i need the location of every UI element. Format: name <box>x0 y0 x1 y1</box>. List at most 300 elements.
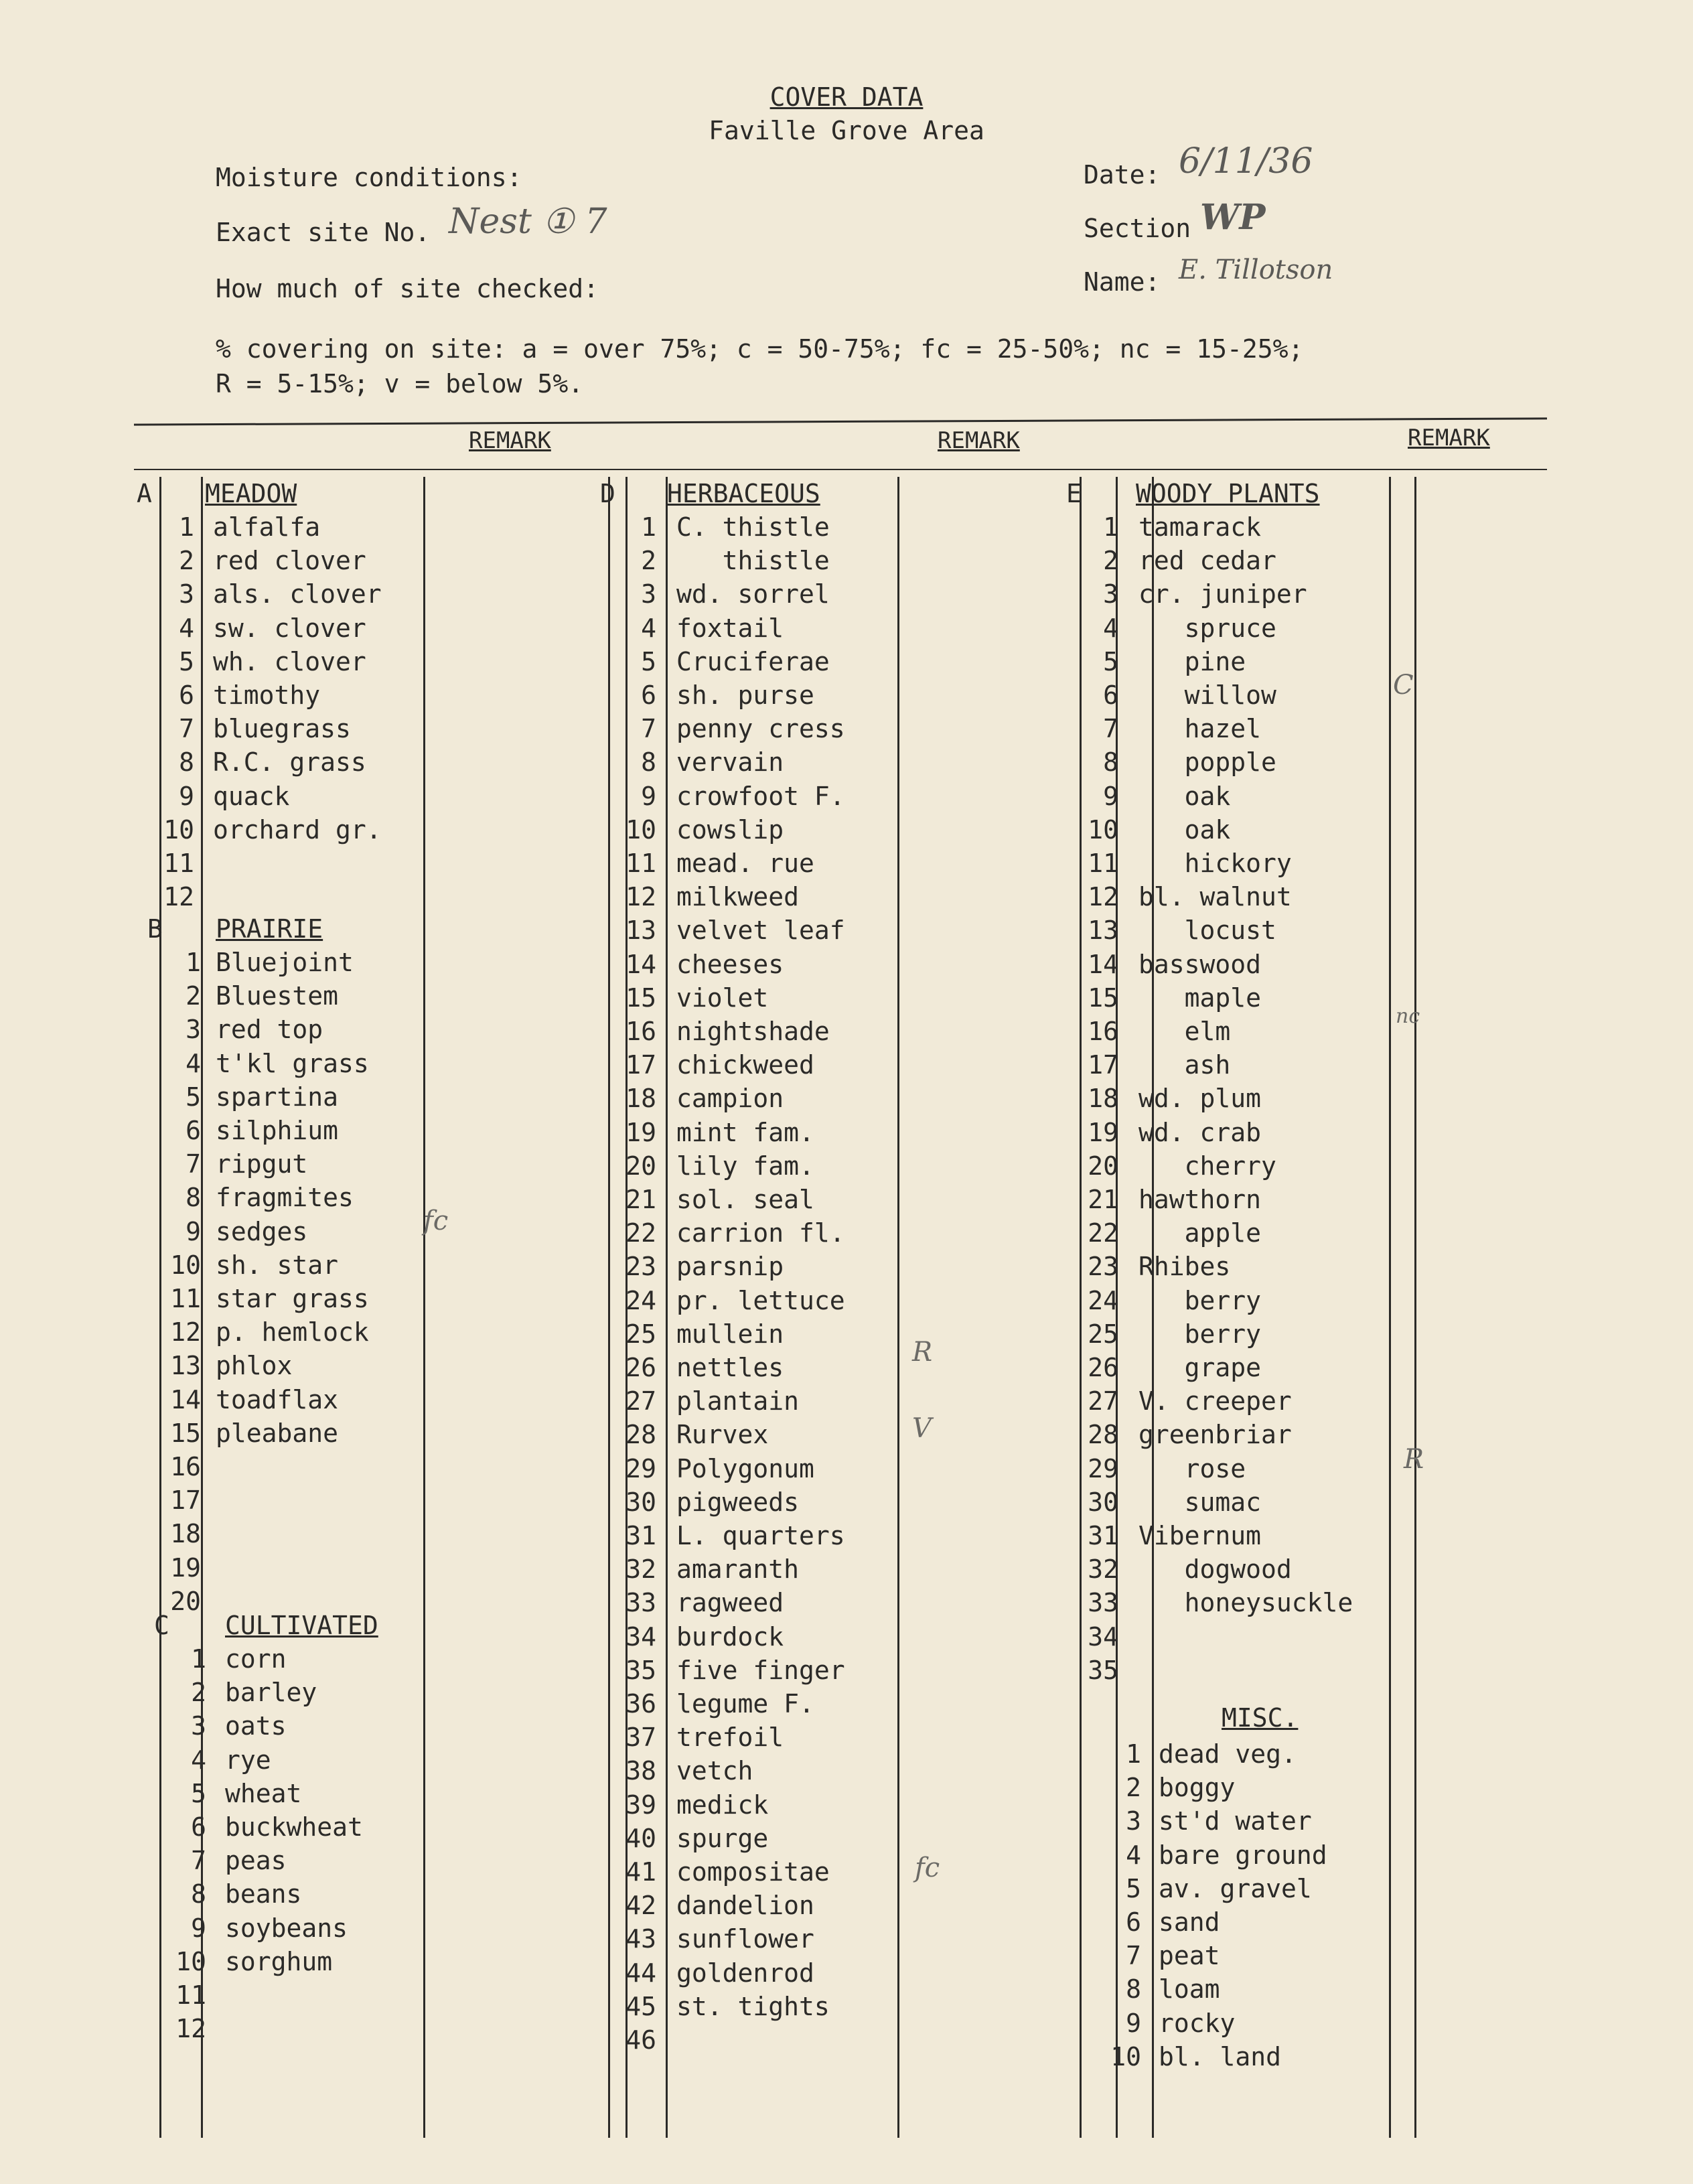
item-name: milkweed <box>676 882 800 912</box>
item-number: 32 <box>1088 1554 1118 1585</box>
covering-legend-line2: R = 5-15%; v = below 5%. <box>216 369 584 398</box>
item-name: sol. seal <box>676 1185 814 1214</box>
item-number: 6 <box>1126 1907 1141 1937</box>
item-name: mint fam. <box>676 1117 814 1147</box>
checked-label: How much of site checked: <box>216 274 599 303</box>
item-name: sh. star <box>216 1250 339 1280</box>
item-number: 19 <box>625 1117 656 1147</box>
item-number: 3 <box>186 1015 201 1045</box>
remark-elm: nc <box>1396 1005 1420 1028</box>
item-number: 8 <box>191 1879 206 1909</box>
item-number: 40 <box>625 1823 656 1853</box>
item-number: 35 <box>1088 1655 1118 1685</box>
item-number: 43 <box>625 1924 656 1954</box>
item-number: 20 <box>625 1151 656 1181</box>
item-name: beans <box>225 1879 302 1909</box>
item-name: thistle <box>676 546 830 576</box>
item-number: 11 <box>1088 849 1118 878</box>
item-name: peat <box>1159 1941 1220 1971</box>
item-number: 7 <box>1103 714 1118 744</box>
section-label: Section <box>1084 214 1191 243</box>
item-number: 2 <box>1126 1773 1141 1803</box>
item-name: berry <box>1138 1319 1262 1349</box>
item-name: sunflower <box>676 1924 814 1954</box>
item-number: 18 <box>625 1084 656 1114</box>
item-name: cherry <box>1138 1151 1276 1181</box>
item-name: vervain <box>676 747 784 778</box>
item-number: 7 <box>191 1846 206 1876</box>
item-number: 28 <box>625 1420 656 1450</box>
col-rule <box>1414 477 1416 2138</box>
section-letter-b: B <box>147 914 163 944</box>
item-number: 29 <box>1088 1453 1118 1483</box>
item-name: dogwood <box>1138 1554 1292 1585</box>
item-number: 30 <box>625 1487 656 1517</box>
item-number: 10 <box>170 1250 201 1280</box>
item-name: wd. sorrel <box>676 579 830 609</box>
item-name: pleabane <box>216 1418 339 1448</box>
item-name: elm <box>1138 1017 1231 1046</box>
item-name: greenbriar <box>1138 1420 1292 1450</box>
item-number: 9 <box>1126 2008 1141 2038</box>
section-title-cultivated: CULTIVATED <box>225 1611 378 1640</box>
item-number: 5 <box>179 646 194 676</box>
item-name: cr. juniper <box>1138 579 1307 609</box>
item-number: 46 <box>625 2025 656 2055</box>
item-name: parsnip <box>676 1252 784 1282</box>
item-number: 2 <box>641 546 656 576</box>
item-name: plantain <box>676 1386 800 1416</box>
item-name: dead veg. <box>1159 1739 1297 1769</box>
item-number: 26 <box>1088 1353 1118 1382</box>
item-name: pr. lettuce <box>676 1285 845 1315</box>
item-name: wd. plum <box>1138 1084 1262 1114</box>
item-name: chickweed <box>676 1050 814 1080</box>
item-name: foxtail <box>676 613 784 643</box>
item-number: 6 <box>641 680 656 710</box>
item-name: five finger <box>676 1655 845 1685</box>
item-number: 5 <box>1126 1873 1141 1903</box>
item-number: 23 <box>1088 1252 1118 1282</box>
col-rule <box>666 477 668 2138</box>
item-name: soybeans <box>225 1913 348 1943</box>
item-number: 11 <box>625 849 656 878</box>
item-number: 1 <box>186 948 201 977</box>
item-number: 14 <box>1088 949 1118 979</box>
item-name: Bluestem <box>216 981 339 1011</box>
section-letter-e: E <box>1066 479 1082 508</box>
top-rule <box>134 417 1547 425</box>
item-number: 15 <box>625 982 656 1013</box>
item-number: 2 <box>179 546 194 576</box>
item-number: 12 <box>163 882 194 912</box>
item-number: 20 <box>1088 1151 1118 1181</box>
item-number: 5 <box>191 1778 206 1808</box>
item-number: 1 <box>1126 1739 1141 1769</box>
item-number: 5 <box>641 646 656 676</box>
item-number: 4 <box>641 613 656 643</box>
item-number: 8 <box>641 747 656 778</box>
item-name: berry <box>1138 1285 1262 1315</box>
item-name: carrion fl. <box>676 1218 845 1248</box>
item-name: ash <box>1138 1050 1231 1080</box>
item-name: cheeses <box>676 949 784 979</box>
item-number: 6 <box>191 1812 206 1842</box>
item-number: 19 <box>170 1552 201 1583</box>
item-number: 12 <box>175 2014 206 2044</box>
item-name: hickory <box>1138 849 1292 878</box>
item-number: 10 <box>1110 2041 1141 2071</box>
item-number: 31 <box>625 1521 656 1550</box>
item-number: 1 <box>1103 512 1118 542</box>
item-name: maple <box>1138 982 1262 1013</box>
item-name: red top <box>216 1015 323 1045</box>
item-number: 2 <box>191 1678 206 1708</box>
item-number: 6 <box>1103 680 1118 710</box>
item-number: 37 <box>625 1723 656 1753</box>
item-number: 10 <box>175 1946 206 1976</box>
item-name: red cedar <box>1138 546 1276 576</box>
item-number: 9 <box>179 781 194 811</box>
item-name: orchard gr. <box>213 814 382 845</box>
item-name: spruce <box>1138 613 1276 643</box>
remark-rurvex: V <box>912 1413 932 1444</box>
item-name: red clover <box>213 546 366 576</box>
item-number: 42 <box>625 1891 656 1921</box>
covering-legend-line1: % covering on site: a = over 75%; c = 50-75%; fc = 25-50%; nc = 15-25%; <box>216 334 1304 364</box>
item-name: toadflax <box>216 1384 339 1414</box>
item-name: burdock <box>676 1621 784 1652</box>
item-number: 2 <box>1103 546 1118 576</box>
item-number: 8 <box>1103 747 1118 778</box>
item-number: 8 <box>179 747 194 778</box>
item-name: p. hemlock <box>216 1317 369 1348</box>
item-number: 9 <box>641 781 656 811</box>
item-name: av. gravel <box>1159 1873 1312 1903</box>
item-name: hawthorn <box>1138 1185 1262 1214</box>
item-number: 10 <box>163 814 194 845</box>
item-number: 3 <box>191 1711 206 1741</box>
item-name: compositae <box>676 1857 830 1887</box>
item-number: 12 <box>1088 882 1118 912</box>
item-name: basswood <box>1138 949 1262 979</box>
item-number: 13 <box>170 1351 201 1381</box>
col-rule <box>423 477 425 2138</box>
item-number: 17 <box>170 1485 201 1516</box>
item-name: barley <box>225 1678 317 1708</box>
item-number: 16 <box>625 1017 656 1046</box>
item-name: st. tights <box>676 1991 830 2021</box>
item-number: 39 <box>625 1790 656 1820</box>
item-name: sumac <box>1138 1487 1262 1517</box>
item-number: 28 <box>1088 1420 1118 1450</box>
item-name: wheat <box>225 1778 302 1808</box>
item-name: buckwheat <box>225 1812 363 1842</box>
item-number: 33 <box>625 1588 656 1618</box>
item-name: amaranth <box>676 1554 800 1585</box>
item-name: Polygonum <box>676 1453 814 1483</box>
item-name: medick <box>676 1790 769 1820</box>
item-number: 3 <box>641 579 656 609</box>
item-name: star grass <box>216 1284 369 1313</box>
item-number: 4 <box>179 613 194 643</box>
date-value: 6/11/36 <box>1179 141 1313 181</box>
item-name: phlox <box>216 1351 293 1381</box>
section-letter-d: D <box>600 479 615 508</box>
table-header-rule <box>134 469 1547 470</box>
page-subtitle: Faville Grove Area <box>709 116 984 145</box>
item-number: 7 <box>186 1149 201 1179</box>
item-name: sedges <box>216 1216 308 1246</box>
remark-header-3: REMARK <box>1408 425 1490 451</box>
remark-sedges: fc <box>423 1206 449 1236</box>
item-number: 4 <box>191 1745 206 1775</box>
item-name: pine <box>1138 646 1246 676</box>
item-name: t'kl grass <box>216 1048 369 1078</box>
item-name: spartina <box>216 1082 339 1112</box>
item-name: Cruciferae <box>676 646 830 676</box>
item-number: 41 <box>625 1857 656 1887</box>
section-title-prairie: PRAIRIE <box>216 914 323 944</box>
item-number: 9 <box>191 1913 206 1943</box>
item-name: locust <box>1138 916 1276 946</box>
item-name: crowfoot F. <box>676 781 845 811</box>
item-number: 32 <box>625 1554 656 1585</box>
item-name: apple <box>1138 1218 1262 1248</box>
name-label: Name: <box>1084 267 1161 297</box>
item-number: 1 <box>191 1644 206 1674</box>
item-number: 21 <box>625 1185 656 1214</box>
item-number: 17 <box>625 1050 656 1080</box>
item-name: fragmites <box>216 1183 354 1213</box>
date-label: Date: <box>1084 160 1161 190</box>
item-number: 6 <box>186 1116 201 1145</box>
item-name: L. quarters <box>676 1521 845 1550</box>
section-title-herbaceous: HERBACEOUS <box>667 479 820 508</box>
item-number: 12 <box>170 1317 201 1348</box>
item-number: 3 <box>179 579 194 609</box>
item-number: 1 <box>641 512 656 542</box>
item-number: 26 <box>625 1353 656 1382</box>
name-value: E. Tillotson <box>1179 254 1333 285</box>
remark-header-1: REMARK <box>469 427 551 454</box>
item-number: 11 <box>163 849 194 878</box>
item-number: 23 <box>625 1252 656 1282</box>
remark-header-2: REMARK <box>938 427 1020 454</box>
item-name: legume F. <box>676 1689 814 1719</box>
item-name: bl. land <box>1159 2041 1282 2071</box>
item-name: sorghum <box>225 1946 333 1976</box>
item-number: 20 <box>170 1586 201 1616</box>
section-title-woody-plants: WOODY PLANTS <box>1136 479 1320 508</box>
moisture-label: Moisture conditions: <box>216 163 522 192</box>
item-name: nightshade <box>676 1017 830 1046</box>
item-name: sand <box>1159 1907 1220 1937</box>
item-number: 14 <box>170 1384 201 1414</box>
item-name: Rhibes <box>1138 1252 1231 1282</box>
item-name: spurge <box>676 1823 769 1853</box>
item-name: quack <box>213 781 290 811</box>
item-number: 15 <box>1088 982 1118 1013</box>
item-number: 31 <box>1088 1521 1118 1550</box>
item-number: 18 <box>1088 1084 1118 1114</box>
item-number: 7 <box>179 714 194 744</box>
item-number: 17 <box>1088 1050 1118 1080</box>
item-name: velvet leaf <box>676 916 845 946</box>
item-number: 3 <box>1103 579 1118 609</box>
item-name: rye <box>225 1745 271 1775</box>
item-name: dandelion <box>676 1891 814 1921</box>
item-number: 38 <box>625 1756 656 1786</box>
item-number: 18 <box>170 1519 201 1549</box>
item-name: sw. clover <box>213 613 366 643</box>
item-number: 35 <box>625 1655 656 1685</box>
item-number: 7 <box>641 714 656 744</box>
item-number: 45 <box>625 1991 656 2021</box>
item-number: 11 <box>175 1980 206 2010</box>
item-name: tamarack <box>1138 512 1262 542</box>
item-name: Rurvex <box>676 1420 769 1450</box>
section-title-meadow: MEADOW <box>205 479 297 508</box>
item-number: 24 <box>625 1285 656 1315</box>
item-number: 1 <box>179 512 194 542</box>
item-number: 34 <box>625 1621 656 1652</box>
item-number: 4 <box>1126 1840 1141 1870</box>
item-number: 16 <box>170 1452 201 1481</box>
item-name: ripgut <box>216 1149 308 1179</box>
remark-willow: C <box>1393 670 1414 701</box>
item-name: Bluejoint <box>216 948 354 977</box>
item-number: 36 <box>625 1689 656 1719</box>
item-number: 8 <box>1126 1974 1141 2005</box>
item-number: 11 <box>170 1284 201 1313</box>
item-number: 33 <box>1088 1588 1118 1618</box>
item-name: rocky <box>1159 2008 1236 2038</box>
item-number: 25 <box>625 1319 656 1349</box>
col-rule <box>1389 477 1391 2138</box>
item-name: honeysuckle <box>1138 1588 1353 1618</box>
item-name: oak <box>1138 814 1231 845</box>
item-name: alfalfa <box>213 512 321 542</box>
item-number: 22 <box>1088 1218 1118 1248</box>
item-number: 24 <box>1088 1285 1118 1315</box>
item-name: V. creeper <box>1138 1386 1292 1416</box>
item-name: nettles <box>676 1353 784 1382</box>
item-name: boggy <box>1159 1773 1236 1803</box>
remark-compositae: fc <box>915 1852 940 1883</box>
item-number: 13 <box>1088 916 1118 946</box>
item-name: R.C. grass <box>213 747 366 778</box>
item-name: goldenrod <box>676 1958 814 1988</box>
site-label: Exact site No. <box>216 218 431 247</box>
site-value: Nest ① 7 <box>449 202 607 242</box>
item-number: 15 <box>170 1418 201 1448</box>
item-number: 27 <box>625 1386 656 1416</box>
item-number: 21 <box>1088 1185 1118 1214</box>
item-number: 4 <box>186 1048 201 1078</box>
item-name: violet <box>676 982 769 1013</box>
item-name: C. thistle <box>676 512 830 542</box>
item-name: willow <box>1138 680 1276 710</box>
item-name: ragweed <box>676 1588 784 1618</box>
item-number: 22 <box>625 1218 656 1248</box>
item-name: trefoil <box>676 1723 784 1753</box>
item-name: timothy <box>213 680 321 710</box>
item-name: popple <box>1138 747 1276 778</box>
item-name: pigweeds <box>676 1487 800 1517</box>
item-name: loam <box>1159 1974 1220 2005</box>
item-name: corn <box>225 1644 287 1674</box>
remark-nettles: R <box>912 1337 933 1368</box>
item-name: mullein <box>676 1319 784 1349</box>
item-name: bare ground <box>1159 1840 1327 1870</box>
item-name: vetch <box>676 1756 753 1786</box>
item-number: 19 <box>1088 1117 1118 1147</box>
item-number: 4 <box>1103 613 1118 643</box>
section-letter-c: C <box>154 1611 169 1640</box>
section-value: WP <box>1200 197 1266 238</box>
item-number: 8 <box>186 1183 201 1213</box>
item-name: wd. crab <box>1138 1117 1262 1147</box>
item-number: 25 <box>1088 1319 1118 1349</box>
item-name: Vibernum <box>1138 1521 1262 1550</box>
item-name: mead. rue <box>676 849 814 878</box>
item-name: lily fam. <box>676 1151 814 1181</box>
item-number: 2 <box>186 981 201 1011</box>
item-name: grape <box>1138 1353 1262 1382</box>
item-name: oats <box>225 1711 287 1741</box>
item-number: 9 <box>1103 781 1118 811</box>
item-name: penny cress <box>676 714 845 744</box>
item-name: campion <box>676 1084 784 1114</box>
item-number: 6 <box>179 680 194 710</box>
section-title-misc: MISC. <box>1222 1703 1299 1733</box>
remark-rose: R <box>1404 1444 1424 1475</box>
item-number: 14 <box>625 949 656 979</box>
item-name: bl. walnut <box>1138 882 1292 912</box>
page-title: COVER DATA <box>769 82 924 112</box>
item-number: 10 <box>625 814 656 845</box>
item-number: 5 <box>186 1082 201 1112</box>
item-number: 12 <box>625 882 656 912</box>
item-number: 10 <box>1088 814 1118 845</box>
item-name: sh. purse <box>676 680 814 710</box>
item-number: 5 <box>1103 646 1118 676</box>
item-number: 13 <box>625 916 656 946</box>
item-name: cowslip <box>676 814 784 845</box>
item-number: 9 <box>186 1216 201 1246</box>
item-name: silphium <box>216 1116 339 1145</box>
item-number: 29 <box>625 1453 656 1483</box>
item-name: als. clover <box>213 579 382 609</box>
item-name: oak <box>1138 781 1231 811</box>
item-number: 3 <box>1126 1806 1141 1836</box>
item-number: 7 <box>1126 1941 1141 1971</box>
col-rule <box>897 477 899 2138</box>
item-number: 30 <box>1088 1487 1118 1517</box>
item-name: hazel <box>1138 714 1262 744</box>
item-name: wh. clover <box>213 646 366 676</box>
section-letter-a: A <box>137 479 152 508</box>
item-number: 16 <box>1088 1017 1118 1046</box>
item-number: 34 <box>1088 1621 1118 1652</box>
item-name: bluegrass <box>213 714 351 744</box>
item-name: rose <box>1138 1453 1246 1483</box>
item-name: st'd water <box>1159 1806 1312 1836</box>
item-number: 44 <box>625 1958 656 1988</box>
item-name: peas <box>225 1846 287 1876</box>
item-number: 27 <box>1088 1386 1118 1416</box>
